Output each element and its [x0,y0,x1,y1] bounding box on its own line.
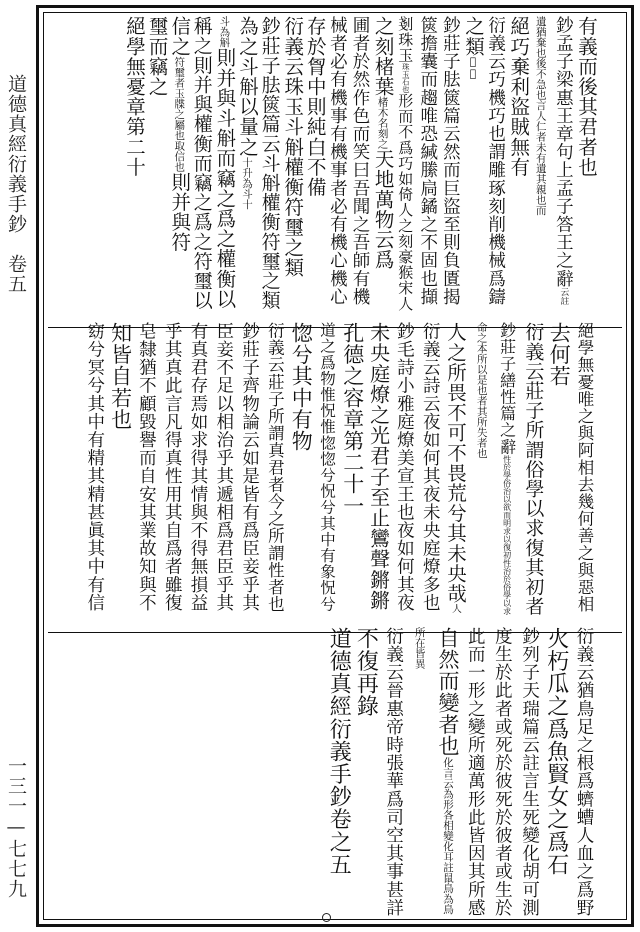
upper-text-column [503,16,529,310]
annotation-note: 斗為斛 [218,16,231,48]
upper-text-column [435,16,461,310]
annotation-note: 珠玉石也 [401,62,411,93]
text-run: 有義而後其君者也 [575,16,598,177]
text-run: 臣妾不足以相治乎其遞相爲君臣乎其 [213,322,234,612]
lower-text-column [435,627,461,918]
upper-text-column [345,16,371,310]
middle-text-column [287,322,313,615]
lower-text-column [353,627,379,918]
text-run: 存於胷中則純白不備 [303,16,327,197]
upper-text-column [571,16,597,310]
upper-text-column [413,16,439,310]
middle-text-column [132,322,158,615]
middle-text-column [313,322,339,615]
text-run: 度生於此者或死於彼死於彼者或生於 [492,627,513,917]
text-run: 鈔莊子胠篋篇云斗斛權衡符璽之類 [258,16,281,310]
text-run: 有真君存焉如求得其情與不得無損益 [188,322,208,612]
middle-text-column [571,322,597,615]
annotation-note: 符璽者玉牒之屬也取信也 [173,56,186,172]
text-run: 道德真經衍義手鈔卷之五 [326,627,352,876]
text-run: 惚兮其中有物 [289,322,314,452]
lower-text-column [489,627,515,918]
upper-text-column [209,16,235,310]
text-run: 不復再錄 [353,627,379,718]
text-run: 鈔莊子胠篋篇云然而巨盜至則負匱揭 [440,16,461,306]
text-run: 圃者於然作色而笑曰吾聞之吾師有機 [350,16,370,306]
upper-text-column [368,16,394,310]
upper-text-column [548,16,574,310]
text-run: 則并與符 [168,171,192,253]
annotation-note: 楮木名刻之 [376,96,389,149]
text-run: 知皆自若也 [108,322,133,430]
text-run: 孔德之容章第二十一 [340,322,365,517]
text-run: 璽而竊之 [145,16,169,97]
text-run: 此而一形之變所適萬形此皆因其所感 [465,627,486,917]
middle-text-column [494,322,520,615]
text-run: 衍義云珠玉斗斛權衡符璽之類 [281,16,305,278]
text-run: 剗珠玉 [396,16,415,63]
text-run: 人之所畏不可不畏荒兮其未央哉 [444,322,467,604]
text-run: 未央庭燎之光君子至止鸞聲鏘鏘 [366,322,391,611]
text-run: 鈔孟子梁惠王章句上孟子答王之辭 [553,16,574,288]
text-run: 窈兮冥兮其中有精其精甚眞其中有信 [84,322,105,612]
upper-text-column [187,16,213,310]
lower-text-column [408,627,434,918]
middle-text-column [339,322,365,615]
text-run: 衍義云莊子所謂真君者今之所謂性者也 [265,322,285,613]
text-run: 衍義云晉惠帝時張華爲司空其事甚詳 [383,627,404,917]
middle-text-column [184,322,210,615]
text-run: 乎其真此言凡得真性用其自爲者雖復 [162,322,183,612]
middle-text-column [236,322,262,615]
text-run: 鈔莊子繕性篇之辭 [497,322,517,455]
lower-text-column [544,627,570,918]
lower-text-column [326,627,352,918]
middle-text-column [107,322,133,615]
margin-page-number: 一三一—七七九 [5,756,27,899]
upper-text-column [481,16,507,310]
middle-text-column [261,322,287,615]
text-run: 自然而變者也 [436,627,460,757]
text-run: 之刻楮葉 [371,16,395,97]
text-run: 篋擔囊而趨唯恐緘縢扃鐍之不固也擷 [417,16,438,306]
text-run: 絕學無憂唯之與阿相去幾何善之與惡相 [575,322,594,613]
middle-text-column [442,322,468,615]
text-run: 去何若 [547,322,572,387]
text-run: 衍義云莊子所謂俗學以求復其初者 [522,322,545,616]
text-run: 之類 [462,16,485,57]
text-run: 衍義云巧機巧也謂雕琢刻削機械爲鑄 [485,16,506,306]
upper-text-column [458,16,484,310]
upper-text-column [277,16,303,310]
annotation-note: 性於學俗治以欲而明求以復初性治於俗學以求 [502,454,512,615]
text-run: 為之斗斛以量之 [236,16,259,157]
text-run: 絕巧棄利盜賊無有 [507,16,531,177]
text-run: 信之 [168,16,192,57]
annotation-note: 十升為斗十 [241,156,253,210]
text-run: 火朽瓜之爲魚賢女之爲石 [543,627,569,876]
text-run: 鈔毛詩小雅庭燎美宣王也夜如何其夜 [394,322,415,612]
text-run: 鈔列子天瑞篇云註言生死變化胡可測 [519,627,540,917]
text-run: 則并與斗斛而竊之爲之權衡以 [213,47,237,309]
text-run: 絕學無憂章第二十 [123,16,146,177]
text-run: 天地萬物云爲 [371,148,395,270]
margin-book-title: 道德真經衍義手鈔 卷五 [5,74,27,294]
lower-text-column [517,627,543,918]
text-run: 道之爲物惟怳惟惚惚兮怳兮其中有象怳兮 [318,322,336,612]
annotation-note: 𠫤三 [467,56,479,81]
lower-text-column [462,627,488,918]
text-run: 衍義云詩云夜如何其夜未央庭燎多也 [420,322,441,612]
text-run: 鈔莊子齊物論云如是皆有爲臣妾乎其 [239,322,260,612]
annotation-note: 人 [450,603,461,614]
annotation-note: 命之本所以是也者其所失者也 [475,322,488,459]
text-run: 稱之則并與權衡而竊之爲之符璽以 [190,16,213,310]
middle-text-column [81,322,107,615]
middle-text-column [158,322,184,615]
annotation-note: 化言云為形各相變化耳註鼠鳥為鳥 [442,756,454,915]
text-run: 衍義云猶鳥足之根爲蠐螬人血之爲野 [574,627,594,917]
middle-text-column [468,322,494,615]
text-run: 皂隸猶不顧毀譽而自安其業故知與不 [136,322,157,612]
middle-text-column [390,322,416,615]
annotation-note: 所在皆異 [413,627,426,669]
middle-text-column [416,322,442,615]
text-run: 形而不爲巧如倚人之刻豪猴宋人 [396,92,415,312]
lower-text-column [571,627,597,918]
middle-text-column [210,322,236,615]
annotation-note: 遺猶棄也後不急也言人仁者未有遺其親也而 [534,16,547,216]
annotation-note: 云註 [558,287,569,305]
middle-text-column [519,322,545,615]
middle-text-column [545,322,571,615]
upper-text-column [119,16,145,310]
lower-text-column [381,627,407,918]
middle-text-column [365,322,391,615]
text-run: 械者必有機事有機事者必有機心機心 [327,16,348,306]
